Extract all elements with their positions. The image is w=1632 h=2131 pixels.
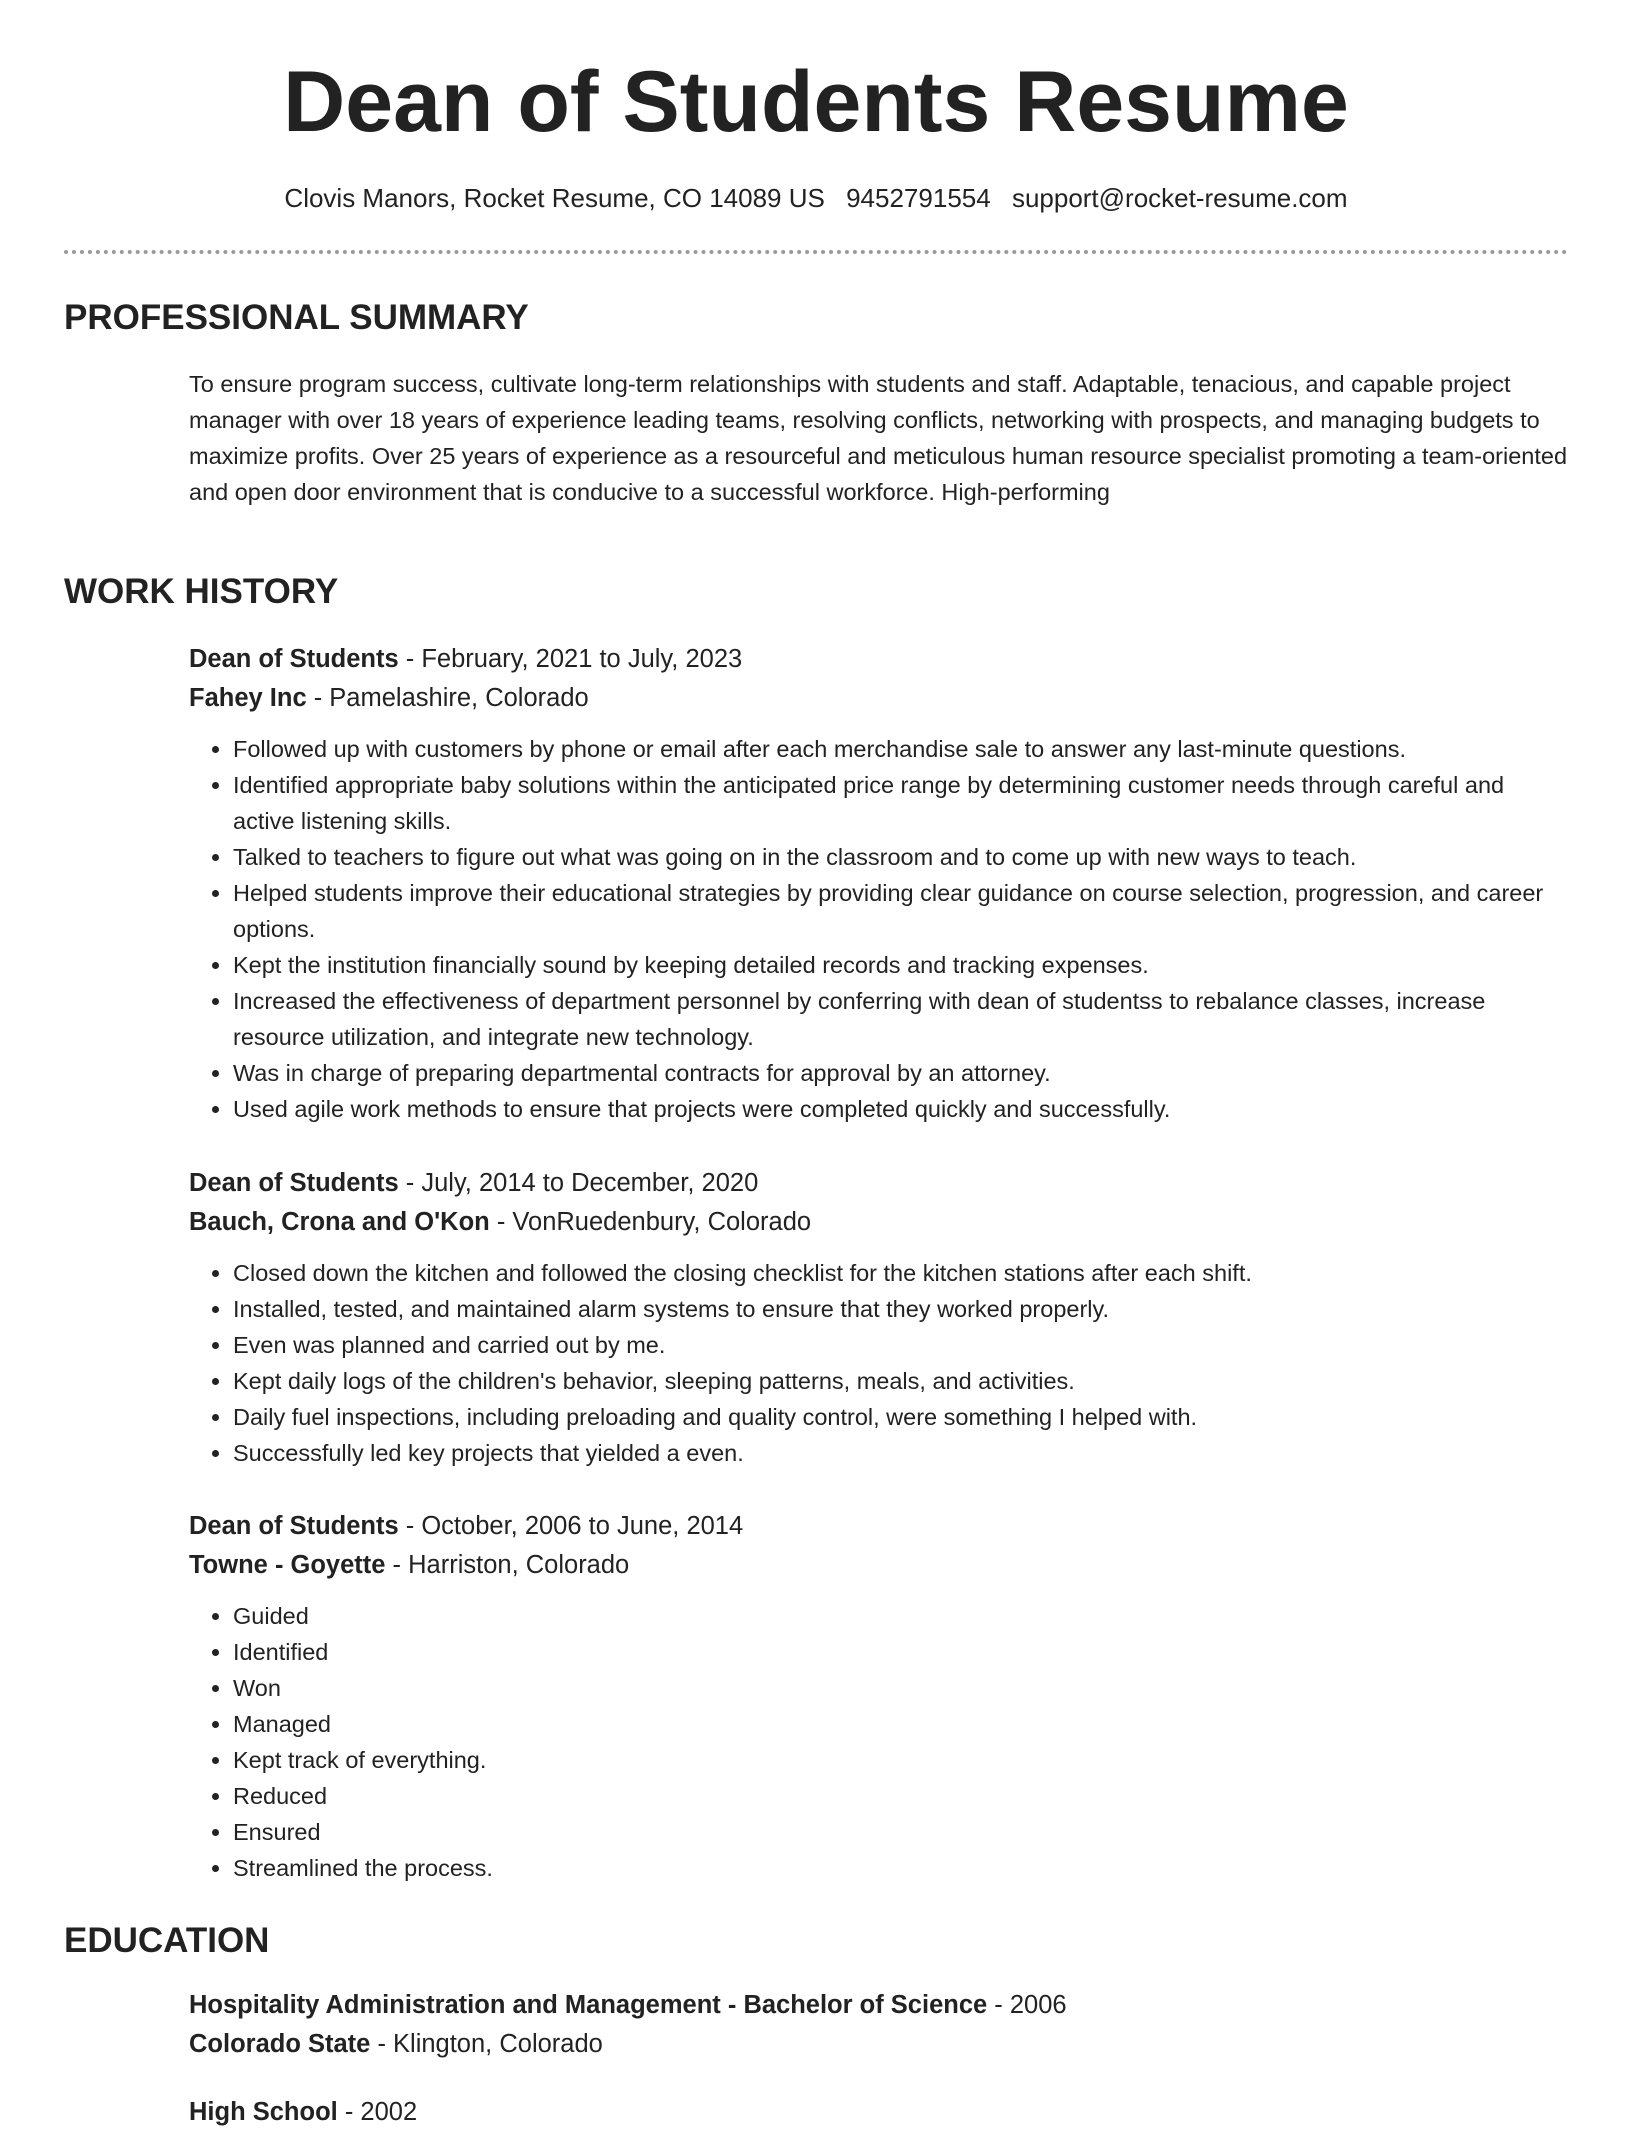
- job-title: Dean of Students: [189, 1169, 399, 1197]
- job-bullet-list: [189, 1598, 1569, 1886]
- job-bullet: • Ensured: [233, 1814, 1569, 1850]
- job-location: - Harriston, Colorado: [385, 1551, 630, 1579]
- job-entry: [189, 1164, 1569, 1471]
- education-year: - 2002: [337, 2098, 418, 2126]
- work-history-heading: WORK HISTORY: [64, 572, 339, 611]
- job-bullet-list: [189, 1255, 1569, 1471]
- job-bullet: • Used agile work methods to ensure that projects were completed quickly and successfully.: [233, 1091, 1569, 1127]
- education-degree-line: [189, 1986, 1569, 2024]
- job-bullet: • Streamlined the process.: [233, 1850, 1569, 1886]
- contact-email: support@rocket-resume.com: [1011, 183, 1348, 213]
- job-bullet: • Identified appropriate baby solutions within the anticipated price range by determining customer needs through careful and active listening skills.: [233, 767, 1569, 839]
- job-bullet: • Successfully led key projects that yielded a even.: [233, 1435, 1569, 1471]
- job-location: - Pamelashire, Colorado: [306, 684, 589, 712]
- education-degree: High School: [189, 2098, 338, 2126]
- job-bullet: • Reduced: [233, 1778, 1569, 1814]
- job-company: Fahey Inc: [189, 684, 307, 712]
- education-school-line: [189, 2025, 1569, 2063]
- job-company-line: [189, 679, 1569, 717]
- job-bullet: • Closed down the kitchen and followed the closing checklist for the kitchen stations after each shift.: [233, 1255, 1569, 1291]
- job-bullet-list: [189, 731, 1569, 1127]
- header-divider: [64, 250, 1568, 254]
- job-bullet: • Daily fuel inspections, including preloading and quality control, were something I helped with.: [233, 1399, 1569, 1435]
- job-title-line: [189, 1507, 1569, 1545]
- job-title: Dean of Students: [189, 1512, 399, 1540]
- job-bullet: • Kept the institution financially sound by keeping detailed records and tracking expenses.: [233, 947, 1569, 983]
- job-bullet: • Even was planned and carried out by me.: [233, 1327, 1569, 1363]
- job-company-line: [189, 1203, 1569, 1241]
- education-entry: [189, 2093, 1569, 2131]
- job-title-line: [189, 640, 1569, 678]
- job-company: Towne - Goyette: [189, 1551, 386, 1579]
- job-title-line: [189, 1164, 1569, 1202]
- job-dates: - July, 2014 to December, 2020: [398, 1169, 759, 1197]
- education-school: Colorado State: [189, 2030, 371, 2058]
- education-entry: [189, 1986, 1569, 2063]
- job-bullet: • Talked to teachers to figure out what was going on in the classroom and to come up with new ways to teach.: [233, 839, 1569, 875]
- job-company-line: [189, 1546, 1569, 1584]
- education-year: - 2006: [987, 1991, 1067, 2019]
- job-bullet: • Won: [233, 1670, 1569, 1706]
- education-degree-line: [189, 2093, 1569, 2131]
- job-dates: - October, 2006 to June, 2014: [398, 1512, 744, 1540]
- job-dates: - February, 2021 to July, 2023: [398, 645, 743, 673]
- job-bullet: • Was in charge of preparing departmental contracts for approval by an attorney.: [233, 1055, 1569, 1091]
- job-company: Bauch, Crona and O'Kon: [189, 1208, 490, 1236]
- education-heading: EDUCATION: [64, 1921, 270, 1960]
- job-bullet: • Helped students improve their educational strategies by providing clear guidance on course selection, progression, and career options.: [233, 875, 1569, 947]
- job-entry: [189, 1507, 1569, 1886]
- job-bullet: • Identified: [233, 1634, 1569, 1670]
- job-title: Dean of Students: [189, 645, 399, 673]
- job-bullet: • Managed: [233, 1706, 1569, 1742]
- contact-address: Clovis Manors, Rocket Resume, CO 14089 US: [284, 183, 825, 213]
- education-location: - Klington, Colorado: [370, 2030, 603, 2058]
- job-bullet: • Increased the effectiveness of department personnel by conferring with dean of studentss to rebalance classes, increase resource utilization, and integrate new technology.: [233, 983, 1569, 1055]
- job-entry: [189, 640, 1569, 1127]
- education-degree: Hospitality Administration and Management - Bachelor of Science: [189, 1991, 988, 2019]
- job-bullet: • Kept daily logs of the children's behavior, sleeping patterns, meals, and activities.: [233, 1363, 1569, 1399]
- contact-phone: 9452791554: [846, 183, 991, 213]
- job-bullet: • Guided: [233, 1598, 1569, 1634]
- summary-heading: PROFESSIONAL SUMMARY: [64, 298, 529, 337]
- job-location: - VonRuedenbury, Colorado: [489, 1208, 812, 1236]
- job-bullet: • Kept track of everything.: [233, 1742, 1569, 1778]
- job-bullet: • Installed, tested, and maintained alarm systems to ensure that they worked properly.: [233, 1291, 1569, 1327]
- summary-text: To ensure program success, cultivate long-term relationships with students and staff. Adaptable, tenacious, and capable project manager with over 18 years of experience leading teams, resolving conflicts, networking with prospects, and managing budgets to maximize profits. Over 25 years of experience as a resourceful and meticulous human resource specialist promoting a team-oriented and open door environment that is conducive to a successful workforce. High-performing: [189, 371, 1568, 505]
- job-bullet: • Followed up with customers by phone or email after each merchandise sale to answer any last-minute questions.: [233, 731, 1569, 767]
- resume-title: Dean of Students Resume: [283, 54, 1349, 150]
- contact-line: [0, 180, 1632, 216]
